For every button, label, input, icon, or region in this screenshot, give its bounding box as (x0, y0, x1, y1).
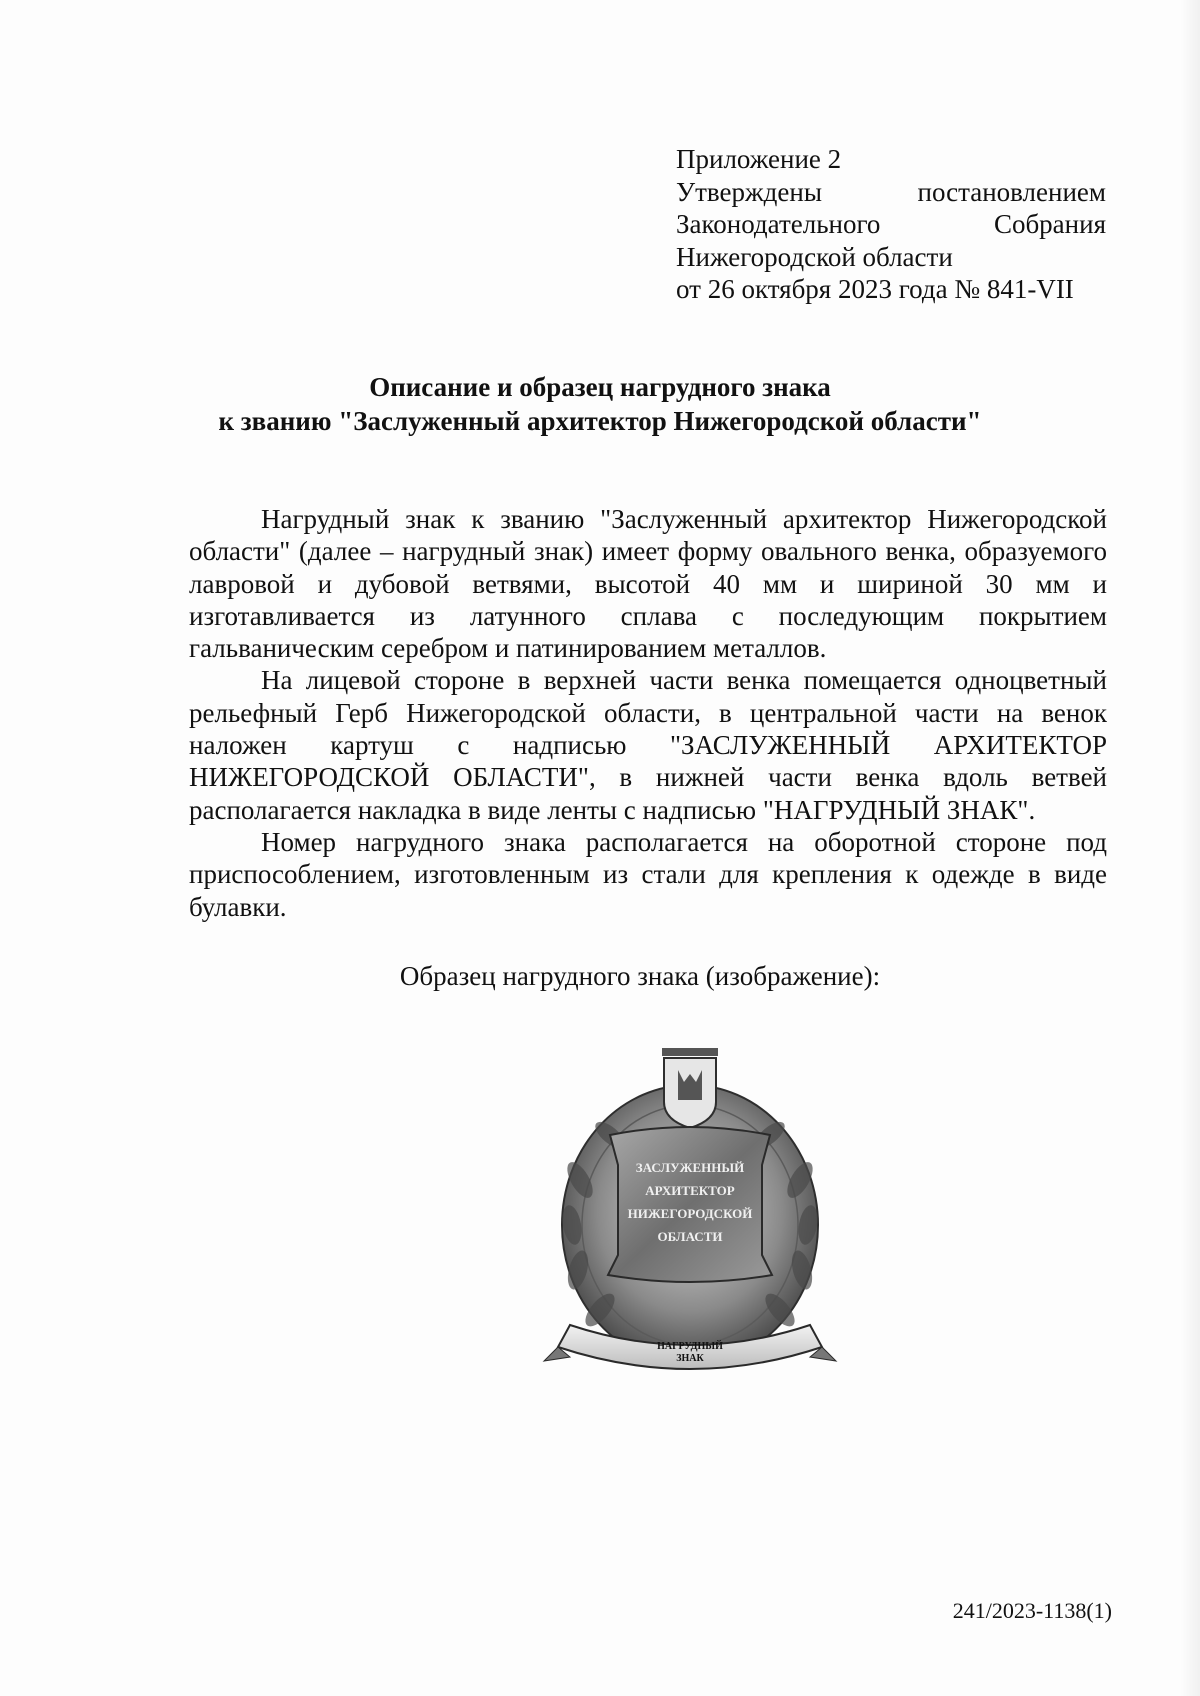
document-title (150, 370, 1050, 438)
description-body (189, 503, 1107, 923)
appendix-region: Нижегородской области (676, 241, 953, 272)
cartouche-text-3: НИЖЕГОРОДСКОЙ (627, 1206, 753, 1221)
appendix-assembly-word: Собрания (993, 209, 1106, 239)
document-code: 241/2023-1138(1) (952, 1598, 1112, 1623)
cartouche (608, 1127, 772, 1282)
sample-caption: Образец нагрудного знака (изображение): (399, 961, 881, 991)
title-line-1: Описание и образец нагрудного знака (369, 372, 831, 402)
paragraph-3: Номер нагрудного знака располагается на оборотной стороне под приспособлением, изготовленным из стали для крепления к одежде в виде булавки. (189, 826, 1107, 922)
coat-of-arms (662, 1048, 718, 1128)
cartouche-text-2: АРХИТЕКТОР (645, 1183, 735, 1198)
appendix-number: Приложение 2 (676, 144, 842, 174)
appendix-header (676, 143, 1106, 306)
paragraph-1: Нагрудный знак к званию "Заслуженный архитектор Нижегородской области" (далее – нагрудный знак) имеет форму овального венка, образуемого лавровой и дубовой ветвями, высотой 40 мм и шириной 30 мм и изготавливается из латунного сплава с последующим покрытием гальваническим серебром и патинированием металлов. (189, 504, 1107, 664)
appendix-assembly-line (676, 208, 1106, 241)
cartouche-text-4: ОБЛАСТИ (657, 1229, 723, 1244)
scan-edge-shadow (1180, 0, 1200, 1696)
cartouche-text-1: ЗАСЛУЖЕННЫЙ (635, 1160, 745, 1175)
appendix-legislative-word: Законодательного (676, 209, 881, 239)
badge-image (540, 1040, 840, 1390)
ribbon-text-2: ЗНАК (676, 1353, 704, 1364)
appendix-resolution-word: постановлением (917, 176, 1106, 207)
appendix-approved-line (676, 176, 1106, 209)
appendix-date-number: от 26 октября 2023 года № 841-VII (676, 274, 1074, 304)
paragraph-2: На лицевой стороне в верхней части венка помещается одноцветный рельефный Герб Нижегородской области, в центральной части на венок наложен картуш с надписью "ЗАСЛУЖЕННЫЙ АРХИТЕКТОР НИЖЕГОРОДСКОЙ ОБЛАСТИ", в нижней части венка вдоль ветвей располагается накладка в виде ленты с надписью "НАГРУДНЫЙ ЗНАК". (189, 665, 1107, 825)
appendix-approved-word: Утверждены (676, 176, 822, 207)
ribbon-text-1: НАГРУДНЫЙ (657, 1341, 723, 1352)
title-line-2: к званию "Заслуженный архитектор Нижегородской области" (218, 406, 982, 436)
